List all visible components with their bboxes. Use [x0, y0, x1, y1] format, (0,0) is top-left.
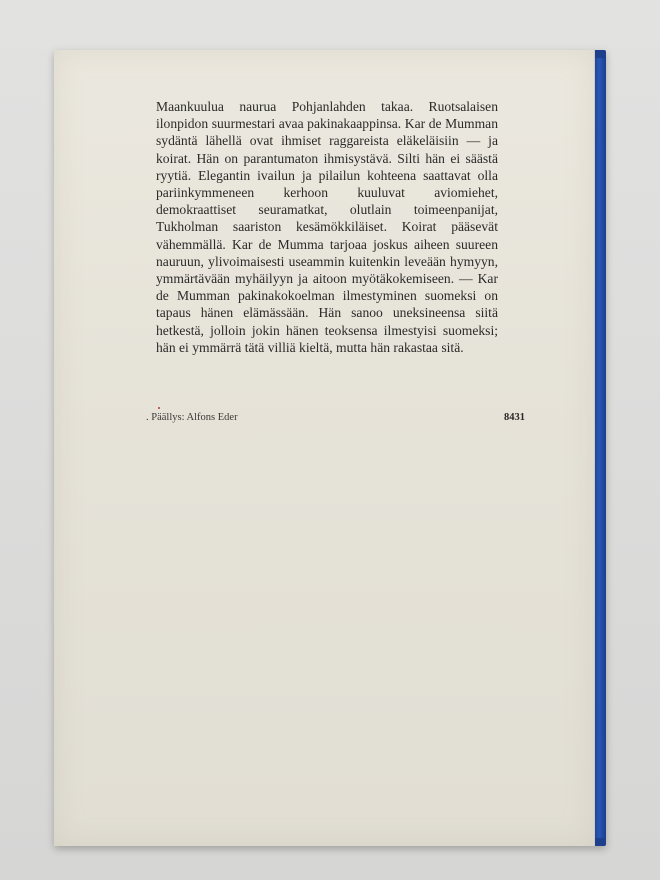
ink-speck — [158, 407, 160, 409]
back-cover-blurb: Maankuulua naurua Pohjanlahden takaa. Ruotsalaisen ilonpidon suurmestari avaa pakinakaappinsa. Kar de Mumman sydäntä lähellä ovat ihmiset raggareista eläkeläisiin — ja koirat. Hän on parantumaton ihmisystävä. Silti hän ei säästä ryytiä. Elegantin ivailun ja pilailun kohteena saattavat olla pariinkymmeneen kerhoon kuuluvat aviomiehet, demokraattiset seuramatkat, olutlain toimeenpanijat, Tukholman saariston kesämökkiläiset. Koirat pääsevät vähemmällä. Kar de Mumma tarjoaa joskus aiheen suureen nauruun, ylivoimaisesti useammin kuitenkin leveään hymyyn, ymmärtävään myhäilyyn ja aitoon myötäkokemiseen. — Kar de Mumman pakinakokoelman ilmestyminen suomeksi on tapaus hänen elämässään. Hän sanoo uneksineensa siitä hetkestä, jolloin jokin hänen teoksensa ilmestyisi suomeksi; hän ei ymmärrä tätä villiä kieltä, mutta hän rakastaa sitä. — [156, 99, 498, 355]
catalog-number: 8431 — [504, 412, 525, 423]
cover-designer-credit: . Päällys: Alfons Eder — [146, 412, 238, 423]
book — [54, 50, 606, 846]
dust-jacket-back-cover — [54, 50, 595, 846]
